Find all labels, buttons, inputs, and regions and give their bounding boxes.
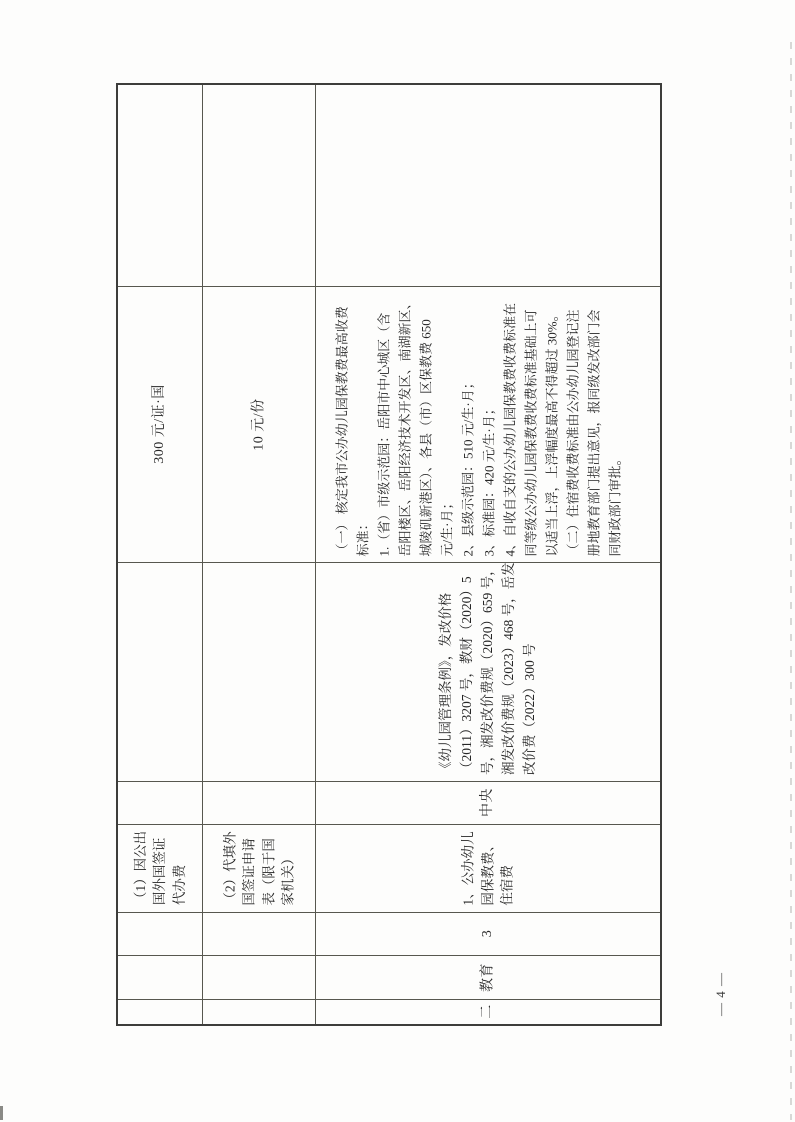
visa-agency-fee-item-text: （1）因公出 国外国签证 代办费 (132, 830, 187, 906)
cell-approval-level (315, 781, 660, 824)
cell-category-index (315, 999, 660, 1024)
item-index-text: 3 (479, 929, 495, 938)
visa-agency-fee-standard-text: 300 元/证·国 (152, 384, 167, 464)
cell-item-index (315, 912, 660, 955)
cell-visa-agency-fee-item (118, 824, 202, 912)
visa-form-fee-item-text: （2）代填外 国签证申请 表（限于国 家机关） (221, 830, 295, 906)
page-number-text: — 4 — (713, 972, 728, 1016)
cell-category (315, 955, 660, 999)
category-text: 教育 (479, 962, 495, 992)
fee-standard-table (116, 83, 662, 1026)
policy-basis-text: 《幼儿园管理条例》，发改价格 （2011）3207 号，教财（2020）5 号，湘发改价费规（2020）659 号， 湘发改价费规（2023）468 号，岳发 改价费（2022）300 号 (438, 562, 537, 775)
scan-corner-artifact (0, 1106, 3, 1120)
cell-kindergarten-fee-item (315, 824, 660, 912)
cell-visa-agency-fee-standard (118, 286, 202, 562)
scan-edge-artifact (790, 42, 792, 1120)
kindergarten-fee-standard-text: （一） 核定我市公办幼儿园保教费最高收费 标准： 1.（省）市级示范园：岳阳市中心城区（含 岳阳楼区、岳阳经济技术开发区、南湖新区、 城陵矶新港区）、各县（市）区保教费 650 元/生·月； 2、县级示范园：510 元/生·月； 3、标准园：420 元/生·月； 4、自收自支的公办幼儿园保教费收费标准在 同等级公办幼儿园保教费收费标准基础上可 以适当上浮，上浮幅度最高不得超过 30%。 （二）住宿费收费标准由公办幼儿园登记注 册地教育部门提出意见，报同级发改部门会 同财政部门审批。 (334, 295, 622, 556)
page-number (706, 958, 736, 1030)
cell-policy-basis (315, 562, 660, 781)
kindergarten-fee-item-text: 1、公办幼儿 园保教费、 住宿费 (460, 830, 515, 906)
category-index-text: 二 (479, 1004, 495, 1019)
visa-form-fee-standard-text: 10 元/份 (250, 397, 266, 451)
approval-level-text: 中央 (479, 788, 495, 817)
cell-visa-form-fee-standard (202, 286, 315, 562)
cell-kindergarten-fee-standard (315, 286, 660, 562)
cell-visa-form-fee-item (202, 824, 315, 912)
